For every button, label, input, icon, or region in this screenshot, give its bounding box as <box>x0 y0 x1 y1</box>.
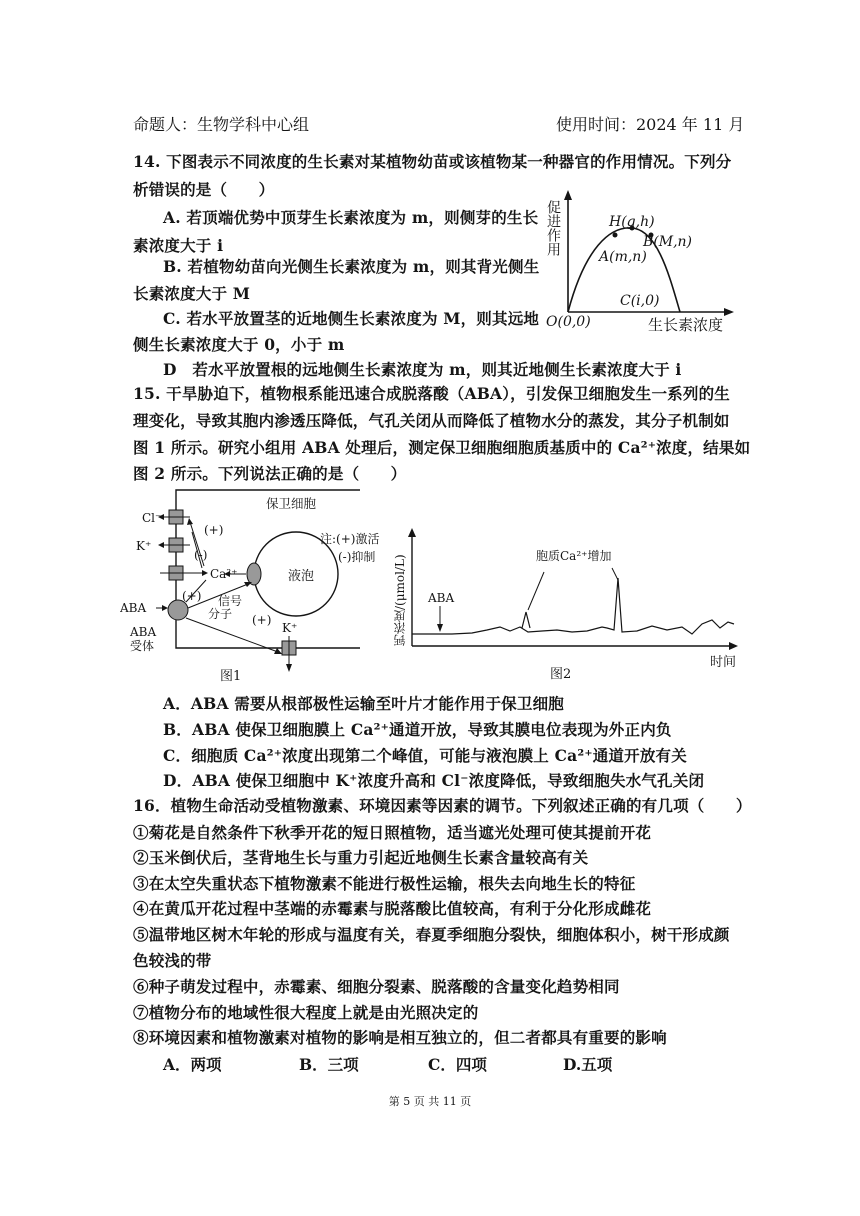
fig1-ca: Ca²⁺ <box>210 567 238 581</box>
fig1-k2: K⁺ <box>282 621 298 635</box>
label-origin: O(0,0) <box>546 314 591 330</box>
q15-option-b: B．ABA 使保卫细胞膜上 Ca²⁺通道开放，导致其膜电位表现为外正内负 <box>163 720 672 739</box>
fig1-plus3: (+) <box>252 613 272 627</box>
q16-statement-5-line1: ⑤温带地区树木年轮的形成与温度有关，春夏季细胞分裂快，细胞体积小，树干形成颜 <box>133 925 730 944</box>
q15-stem-line1: 15. 干旱胁迫下，植物根系能迅速合成脱落酸（ABA），引发保卫细胞发生一系列的生 <box>133 384 730 403</box>
q16-statement-8: ⑧环境因素和植物激素对植物的影响是相互独立的，但二者都具有重要的影响 <box>133 1028 667 1047</box>
fig1-caption: 图1 <box>220 669 242 684</box>
q15-option-a: A．ABA 需要从根部极性运输至叶片才能作用于保卫细胞 <box>163 694 564 713</box>
fig1-plus2: (+) <box>182 589 202 603</box>
q14-option-b-line1: B. 若植物幼苗向光侧生长素浓度为 m，则其背光侧生 <box>163 257 540 276</box>
q14-option-a-line2: 素浓度大于 i <box>133 236 224 255</box>
q16-choice-b: B．三项 <box>299 1055 359 1074</box>
fig1-signal2: 分子 <box>208 607 233 621</box>
fig1-cell-label: 保卫细胞 <box>266 496 317 511</box>
fig1-note-activate: 注:(+)激活 <box>320 532 380 546</box>
graph-x-arrow <box>724 308 734 316</box>
q14-option-b-line2: 长素浓度大于 M <box>133 284 251 303</box>
fig2-aba: ABA <box>428 591 455 605</box>
q16-choices <box>0 1053 860 1073</box>
q14-stem-line1: 14. 下图表示不同浓度的生长素对某植物幼苗或该植物某一种器官的作用情况。下列分 <box>133 152 732 171</box>
figure-2-calcium-graph <box>392 528 742 688</box>
calcium-trace <box>412 578 734 634</box>
label-h: H(g,h) <box>609 214 655 230</box>
label-b: B(M,n) <box>643 234 693 250</box>
q16-choice-c: C．四项 <box>428 1055 487 1074</box>
fig1-receptor2: 受体 <box>130 639 155 653</box>
fig2-caption: 图2 <box>550 667 572 682</box>
fig1-receptor1: ABA <box>130 625 157 639</box>
q15-stem-line2: 理变化，导致其胞内渗透压降低，气孔关闭从而降低了植物水分的蒸发，其分子机制如 <box>133 411 730 430</box>
fig1-aba: ABA <box>120 601 147 615</box>
date-line: 使用时间：2024 年 11 月 <box>556 115 745 134</box>
fig1-note-inhibit: (-)抑制 <box>338 550 376 564</box>
q15-option-c: C．细胞质 Ca²⁺浓度出现第二个峰值，可能与液泡膜上 Ca²⁺通道开放有关 <box>163 746 687 765</box>
q16-choice-d: D.五项 <box>563 1055 613 1074</box>
vacuole-ca-channel <box>247 563 261 585</box>
fig1-cl: Cl⁻ <box>142 511 162 525</box>
fig2-annotation: 胞质Ca²⁺增加 <box>536 549 612 563</box>
label-c: C(i,0) <box>620 293 660 309</box>
fig1-vacuole: 液泡 <box>288 569 315 584</box>
q14-option-d: D 若水平放置根的远地侧生长素浓度为 m，则其近地侧生长素浓度大于 i <box>163 360 682 379</box>
page-footer: 第 5 页 共 11 页 <box>388 1095 472 1108</box>
fig1-signal1: 信号 <box>218 594 243 608</box>
q16-stem: 16．植物生命活动受植物激素、环境因素等因素的调节。下列叙述正确的有几项（ ） <box>133 796 752 815</box>
fig1-k: K⁺ <box>136 539 152 553</box>
graph-xlabel: 生长素浓度 <box>648 316 724 334</box>
aba-receptor <box>168 600 188 620</box>
author-line: 命题人：生物学科中心组 <box>133 115 310 134</box>
q16-statement-5-line2: 色较浅的带 <box>133 951 212 970</box>
q14-option-c-line1: C. 若水平放置茎的近地侧生长素浓度为 M，则其远地 <box>163 309 540 328</box>
fig1-minus: (-) <box>194 548 208 562</box>
label-a: A(m,n) <box>599 249 647 265</box>
graph-ylabel: 促进作用 <box>545 200 561 256</box>
q16-statement-7: ⑦植物分布的地域性很大程度上就是由光照决定的 <box>133 1003 479 1022</box>
fig1-plus1: (+) <box>204 523 224 537</box>
q14-stem-line2: 析错误的是（ ） <box>133 180 275 199</box>
fig2-ylabel: 钙浓度/(μmol/L) <box>393 554 407 646</box>
q16-statement-2: ②玉米倒伏后，茎背地生长与重力引起近地侧生长素含量较高有关 <box>133 848 589 867</box>
q15-stem-line3: 图 1 所示。研究小组用 ABA 处理后，测定保卫细胞细胞质基质中的 Ca²⁺浓度，结果如 <box>133 438 751 457</box>
fig1-note <box>320 530 379 566</box>
q16-statement-6: ⑥种子萌发过程中，赤霉素、细胞分裂素、脱落酸的含量变化趋势相同 <box>133 977 620 996</box>
q15-option-d: D．ABA 使保卫细胞中 K⁺浓度升高和 Cl⁻浓度降低，导致细胞失水气孔关闭 <box>163 771 705 790</box>
q14-option-a-line1: A. 若顶端优势中顶芽生长素浓度为 m，则侧芽的生长 <box>163 208 539 227</box>
q16-statement-1: ①菊花是自然条件下秋季开花的短日照植物，适当遮光处理可使其提前开花 <box>133 823 652 842</box>
q16-choice-a: A．两项 <box>163 1055 222 1074</box>
graph-y-arrow <box>564 190 572 200</box>
q14-option-c-line2: 侧生长素浓度大于 0，小于 m <box>133 335 345 354</box>
point-a <box>613 233 618 238</box>
auxin-effect-graph <box>540 188 750 338</box>
fig2-xlabel: 时间 <box>710 655 737 670</box>
figure-1-guard-cell <box>120 488 392 688</box>
q16-statement-3: ③在太空失重状态下植物激素不能进行极性运输，根失去向地生长的特征 <box>133 874 636 893</box>
q15-stem-line4: 图 2 所示。下列说法正确的是（ ） <box>133 464 407 483</box>
q16-statement-4: ④在黄瓜开花过程中茎端的赤霉素与脱落酸比值较高，有利于分化形成雌花 <box>133 899 652 918</box>
